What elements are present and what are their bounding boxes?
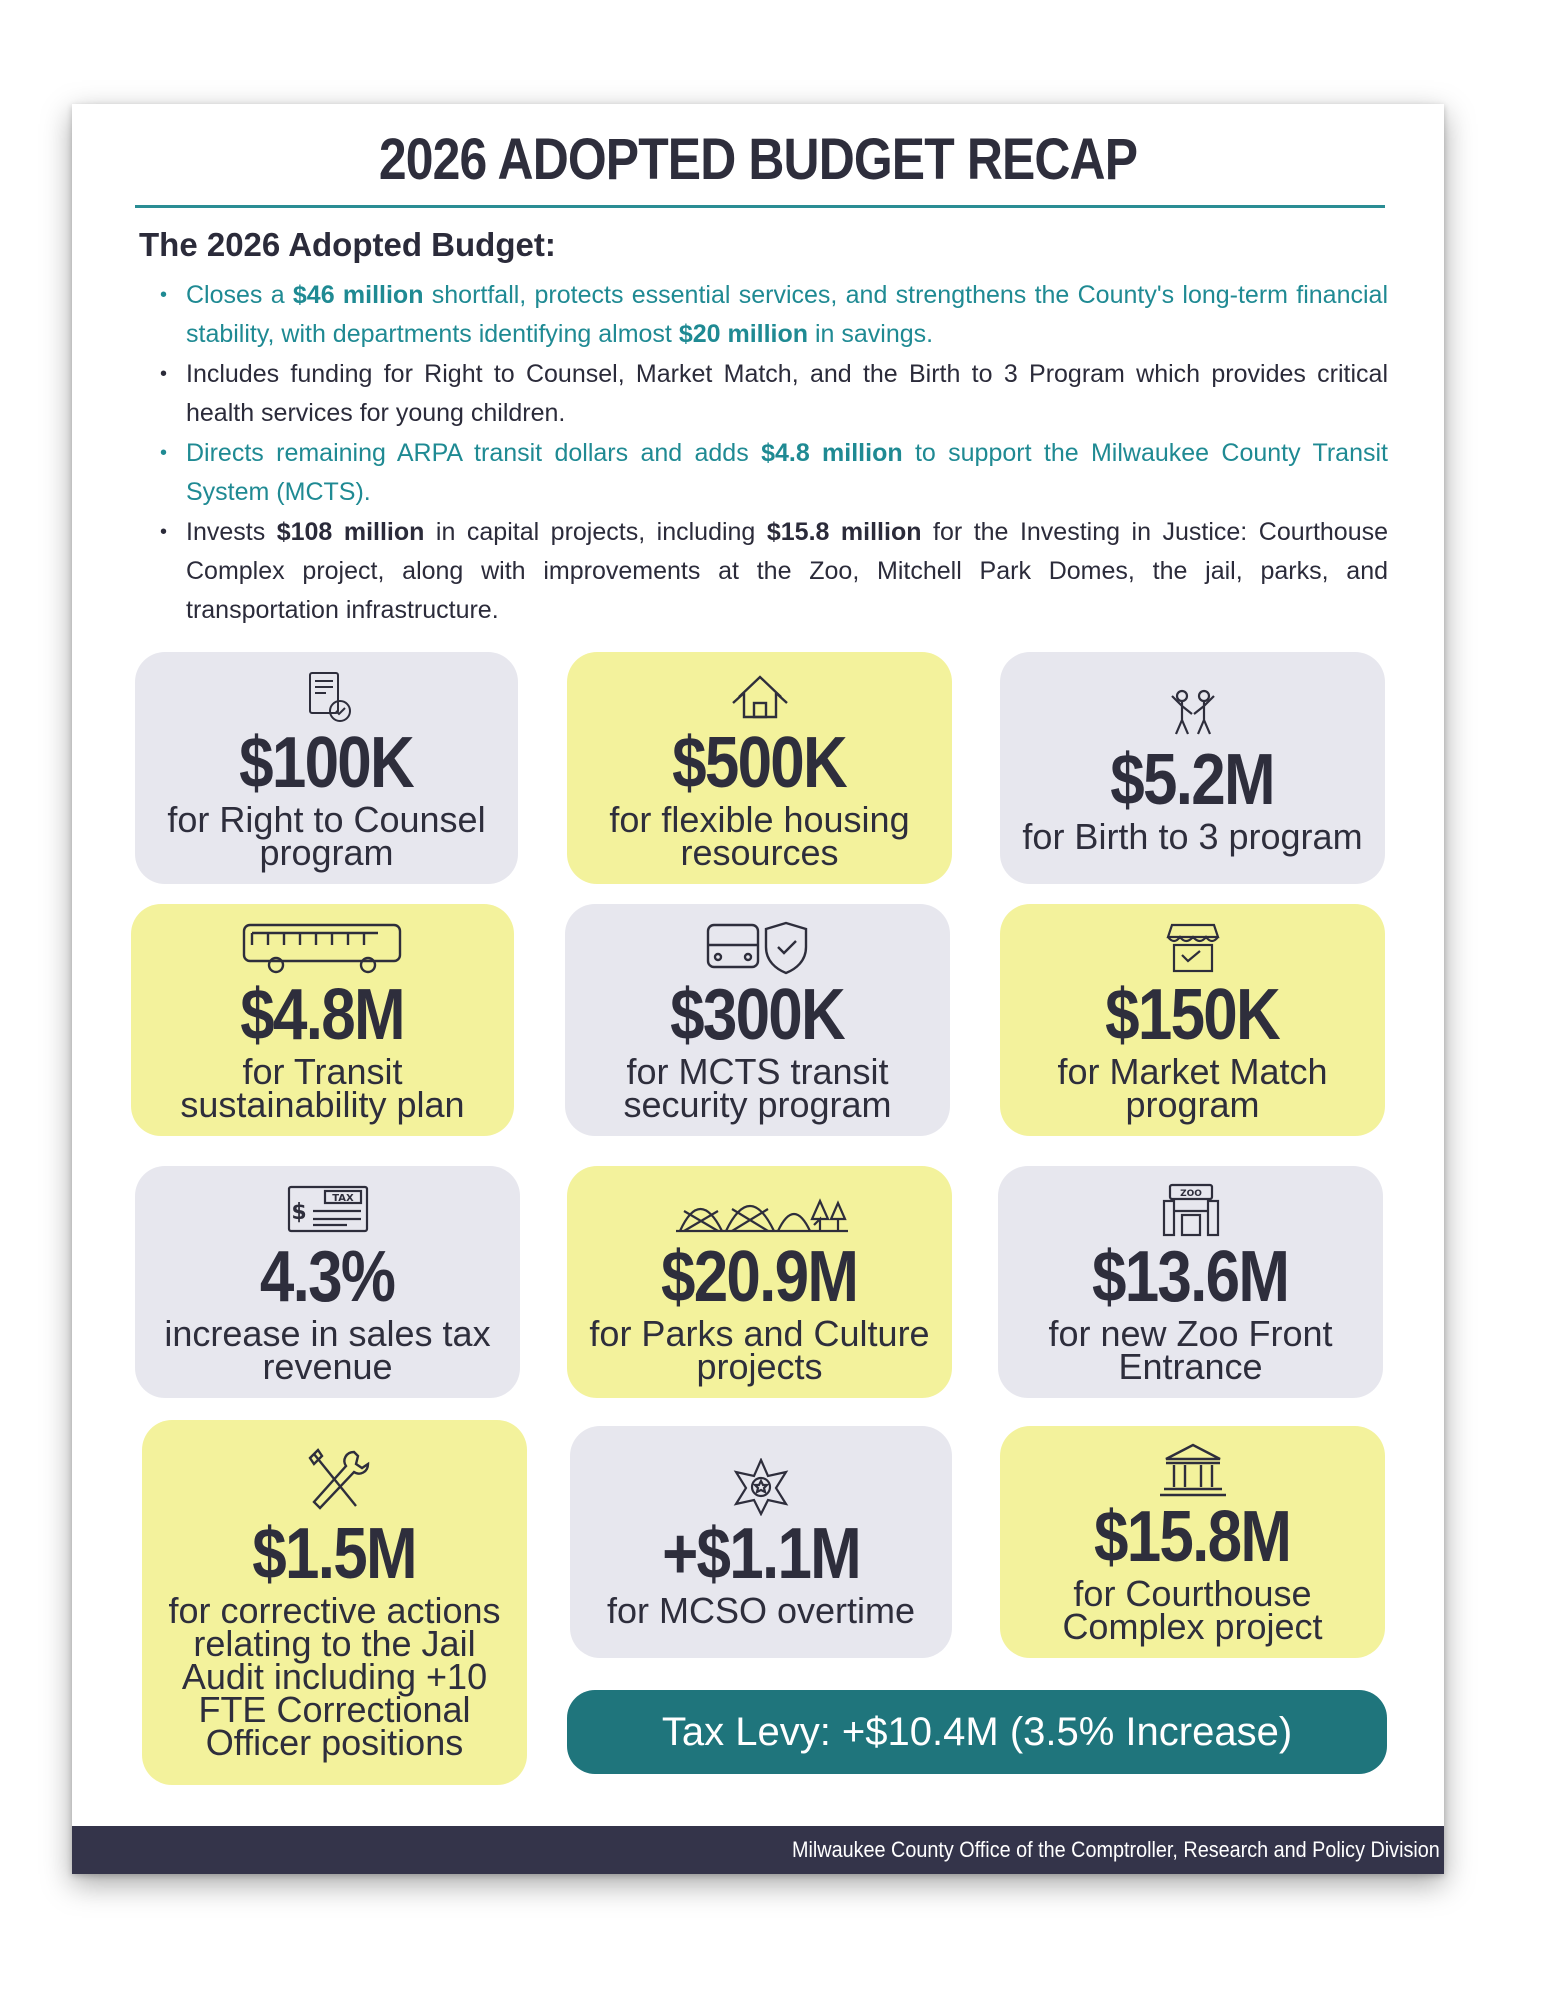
bullet-text: shortfall, protects essential services, and strengthens the County's long-term financial stability, with departments identifying almost: [186, 281, 1388, 348]
zoo-gate-icon: [1148, 1181, 1234, 1239]
stat-card-sales-tax: [135, 1166, 520, 1398]
bus-shield-icon: [698, 919, 818, 977]
stat-amount: $500K: [672, 723, 847, 803]
domes-trees-icon: [670, 1181, 850, 1239]
children-icon: [1150, 684, 1236, 742]
budget-recap-page: [72, 104, 1444, 1874]
stat-card-housing: [567, 652, 952, 884]
bullet-text: Invests: [186, 518, 277, 546]
stat-card-jail-audit: [142, 1420, 527, 1785]
stat-amount: $5.2M: [1110, 739, 1275, 820]
bullet-text: for the Investing in Justice: Courthouse Complex project, along with improvements at the Zoo, Mitchell Park Domes, the jail, parks, and transportation infrastructure.: [186, 518, 1389, 624]
stat-description: for Right to Counsel program: [167, 799, 486, 873]
bullet-highlight: $4.8 million: [761, 439, 903, 467]
stat-card-market-match: [1000, 904, 1385, 1136]
tools-icon: [292, 1446, 378, 1516]
footer-bar: [72, 1826, 1444, 1874]
stat-amount: 4.3%: [260, 1237, 395, 1317]
stat-description: for corrective actions relating to the Jail Audit including +10 FTE Correctional Officer positions: [168, 1590, 501, 1763]
stat-card-mcts-security: [565, 904, 950, 1136]
stat-description: for Parks and Culture projects: [589, 1313, 930, 1387]
stat-description: for MCTS transit security program: [623, 1051, 892, 1125]
svg-text:TAX: TAX: [331, 1193, 354, 1204]
bus-icon: [238, 919, 408, 977]
bullet-item: [160, 355, 1388, 433]
title-divider: [135, 205, 1385, 208]
bullet-highlight: $15.8 million: [766, 518, 922, 546]
bullet-text: in savings.: [808, 320, 934, 348]
stat-description: for Courthouse Complex project: [1062, 1573, 1323, 1647]
stat-card-parks-culture: [567, 1166, 952, 1398]
stat-description: for Market Match program: [1057, 1051, 1328, 1125]
bullet-text: Includes funding for Right to Counsel, Market Match, and the Birth to 3 Program which provides critical health services for young children.: [186, 360, 1388, 427]
sheriff-star-icon: [718, 1458, 804, 1516]
stat-amount: $150K: [1105, 975, 1280, 1055]
tax-levy-banner: Tax Levy: +$10.4M (3.5% Increase): [567, 1690, 1387, 1774]
stat-description: for Birth to 3 program: [1022, 815, 1363, 857]
svg-text:ZOO: ZOO: [1179, 1189, 1202, 1199]
stat-card-transit: [131, 904, 514, 1136]
bullet-item: [160, 513, 1388, 630]
stat-card-birth-to-3: [1000, 652, 1385, 884]
bullet-highlight: $108 million: [276, 518, 425, 546]
bullet-text: Directs remaining ARPA transit dollars and adds: [186, 439, 762, 467]
courthouse-icon: [1150, 1441, 1236, 1499]
stat-amount: $20.9M: [661, 1237, 858, 1317]
stat-amount: $300K: [670, 975, 845, 1055]
bullet-text: to support the Milwaukee County Transit System (MCTS).: [186, 439, 1388, 506]
svg-text:$: $: [290, 1200, 307, 1225]
stat-description: for new Zoo Front Entrance: [1048, 1313, 1333, 1387]
section-heading: The 2026 Adopted Budget:: [139, 226, 556, 263]
stat-amount: +$1.1M: [662, 1513, 860, 1594]
stat-description: for MCSO overtime: [606, 1589, 916, 1631]
bullet-item: [160, 276, 1388, 354]
stat-card-zoo-entrance: [998, 1166, 1383, 1398]
houses-icon: [717, 667, 803, 725]
stat-amount: $100K: [239, 723, 414, 803]
stat-card-mcso-overtime: [570, 1426, 952, 1658]
bullet-text: in capital projects, including: [424, 518, 767, 546]
stat-amount: $13.6M: [1092, 1237, 1289, 1317]
budget-bullet-list: [160, 276, 1388, 631]
stat-description: increase in sales tax revenue: [164, 1313, 491, 1387]
bullet-item: [160, 434, 1388, 512]
stat-amount: $4.8M: [240, 975, 405, 1055]
footer-credit: Milwaukee County Office of the Comptroller, Research and Policy Division: [792, 1837, 1440, 1862]
stat-description: for flexible housing resources: [609, 799, 910, 873]
bullet-highlight: $20 million: [678, 320, 809, 348]
stat-amount: $1.5M: [252, 1514, 417, 1594]
stat-card-right-to-counsel: [135, 652, 518, 884]
stat-amount: $15.8M: [1094, 1497, 1291, 1577]
stat-description: for Transit sustainability plan: [180, 1051, 465, 1125]
market-stall-icon: [1150, 919, 1236, 977]
page-title: 2026 ADOPTED BUDGET RECAP: [378, 127, 1138, 192]
bullet-highlight: $46 million: [292, 281, 424, 309]
stat-card-courthouse: [1000, 1426, 1385, 1658]
tax-receipt-icon: [285, 1181, 371, 1239]
legal-document-icon: [284, 667, 370, 725]
bullet-text: Closes a: [186, 281, 293, 309]
